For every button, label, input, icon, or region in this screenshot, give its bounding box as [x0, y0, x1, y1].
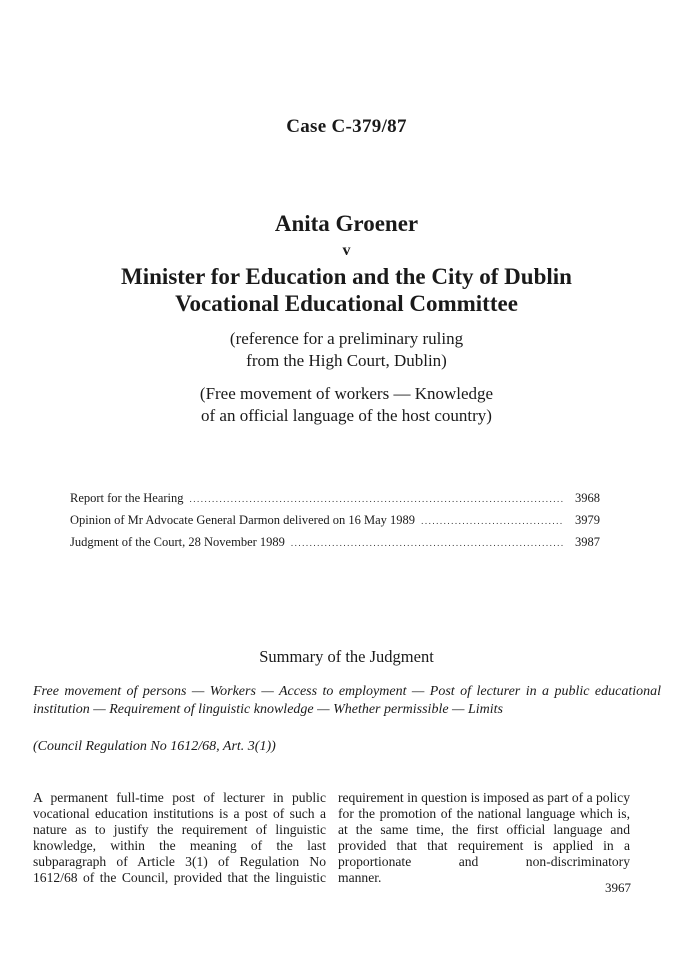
case-number: Case C-379/87 [286, 116, 407, 137]
summary-body-left-column: A permanent full-time post of lecturer in public vocational education institutions is a post of such a nature as to justify the requirement of linguistic knowledge, within the meaning of the last subparagraph of Article 3(1) of Regulation No 1612/68 of the Council, provided that the linguistic [33, 790, 326, 885]
summary-body-right-column [338, 790, 630, 886]
toc-entry-title: Report for the Hearing [70, 491, 184, 505]
toc-leader-dots [190, 489, 564, 510]
applicant-name: Anita Groener [274, 211, 419, 236]
toc-entry-page: 3987 [575, 535, 600, 549]
reference-line-2: from the High Court, Dublin) [246, 351, 447, 370]
page-number: 3967 [605, 880, 631, 895]
toc-entry-page: 3979 [575, 513, 600, 527]
right-column-last-line: manner. [338, 870, 382, 885]
respondent-line-1: Minister for Education and the City of Dublin [121, 264, 572, 289]
reference-line-1: (reference for a preliminary ruling [229, 329, 464, 348]
toc-entry [70, 532, 600, 554]
toc-entry-title: Judgment of the Court, 28 November 1989 [70, 535, 285, 549]
respondent-line-2: Vocational Educational Committee [175, 291, 518, 316]
table-of-contents [70, 488, 600, 554]
toc-leader-dots [421, 511, 564, 532]
regulation-reference: (Council Regulation No 1612/68, Art. 3(1)) [33, 739, 276, 754]
keywords-paragraph: Free movement of persons — Workers — Access to employment — Post of lecturer in a public educational institution — Requirement of linguistic knowledge — Whether permissible — Limits [33, 684, 661, 717]
toc-leader-dots [291, 533, 564, 554]
subject-note [0, 383, 693, 427]
toc-entry [70, 488, 600, 510]
toc-entry [70, 510, 600, 532]
summary-heading: Summary of the Judgment [259, 647, 434, 666]
toc-entry-page: 3968 [575, 491, 600, 505]
subject-line-1: (Free movement of workers — Knowledge [199, 384, 494, 403]
toc-entry-title: Opinion of Mr Advocate General Darmon delivered on 16 May 1989 [70, 513, 416, 527]
versus-label: v [342, 242, 351, 259]
right-column-text: requirement in question is imposed as part of a policy for the promotion of the national language which is, at the same time, the first official language and provided that that requirement is applied in a proportionate and non-discriminatory [338, 790, 630, 869]
reference-note [0, 328, 693, 372]
subject-line-2: of an official language of the host country) [201, 406, 492, 425]
